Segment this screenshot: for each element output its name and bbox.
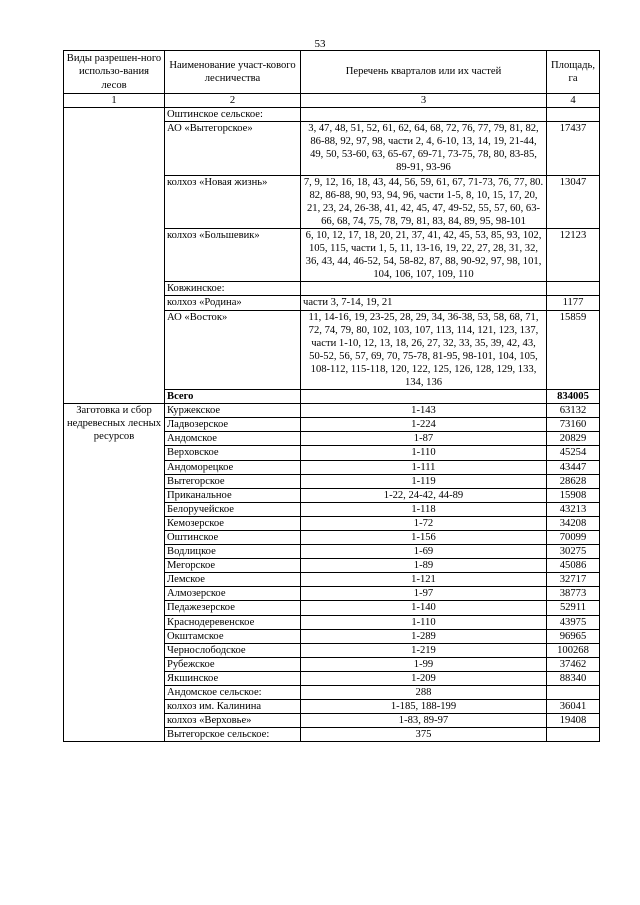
forestry-name-cell: Приканальное (165, 488, 301, 502)
area-cell: 15908 (547, 488, 600, 502)
quarters-cell: 7, 9, 12, 16, 18, 43, 44, 56, 59, 61, 67, 71-73, 76, 77, 80. 82, 86-88, 90, 93, 94, 96, части 1-5, 8, 10, 15, 17, 20, 21, 23, 24, 26-38, 41, 42, 45, 47, 49-52, 55, 57, 60, 63-66, 68, 74, 75, 78, 79, 81, 83, 84, 89, 95, 98-101 (301, 175, 547, 228)
quarters-cell: 1-121 (301, 573, 547, 587)
quarters-cell: 1-143 (301, 404, 547, 418)
area-cell: 13047 (547, 175, 600, 228)
quarters-cell: 11, 14-16, 19, 23-25, 28, 29, 34, 36-38, 53, 58, 68, 71, 72, 74, 79, 80, 102, 103, 107, 113, 114, 121, 123, 137, части 1-10, 12, 13, 18, 26, 27, 32, 33, 35, 39, 42, 43, 50-52, 56, 57, 69, 70, 75-78, 81-95, 98-101, 104, 105, 108-112, 115-118, 120, 122, 125, 126, 128, 129, 133, 134, 136 (301, 310, 547, 390)
area-cell: 1177 (547, 296, 600, 310)
area-cell: 38773 (547, 587, 600, 601)
quarters-cell: 1-119 (301, 474, 547, 488)
forestry-name-cell: Чернослободское (165, 643, 301, 657)
forestry-name-cell: АО «Вытегорское» (165, 122, 301, 175)
forestry-name-cell: Лемское (165, 573, 301, 587)
column-number: 1 (64, 94, 165, 108)
forestry-name-cell: Окштамское (165, 629, 301, 643)
total-area: 834005 (547, 390, 600, 404)
quarters-cell: 1-22, 24-42, 44-89 (301, 488, 547, 502)
quarters-cell: 1-209 (301, 671, 547, 685)
forestry-name-cell: Белоручейское (165, 502, 301, 516)
forestry-name-cell: колхоз «Родина» (165, 296, 301, 310)
forestry-name-cell: колхоз «Большевик» (165, 228, 301, 281)
quarters-cell: 1-110 (301, 446, 547, 460)
quarters-cell: 6, 10, 12, 17, 18, 20, 21, 37, 41, 42, 45, 53, 85, 93, 102, 105, 115, части 1, 5, 11, 13-16, 19, 22, 27, 28, 31, 32, 36, 43, 44, 46-52, 54, 58-82, 87, 88, 90-92, 97, 98, 101, 104, 106, 107, 109, 110 (301, 228, 547, 281)
table-row (64, 404, 600, 418)
forestry-name-cell: Андомское сельское: (165, 686, 301, 700)
area-cell (547, 728, 600, 742)
area-cell: 63132 (547, 404, 600, 418)
use-kind-cell (64, 108, 165, 404)
area-cell: 12123 (547, 228, 600, 281)
total-label: Всего (165, 390, 301, 404)
forestry-name-cell: колхоз «Верховье» (165, 714, 301, 728)
use-kind-cell: Заготовка и сбор недревесных лесных ресурсов (64, 404, 165, 742)
quarters-cell: 1-110 (301, 615, 547, 629)
quarters-cell: 1-118 (301, 502, 547, 516)
forestry-name-cell: Рубежское (165, 657, 301, 671)
quarters-cell: 1-289 (301, 629, 547, 643)
area-cell: 43447 (547, 460, 600, 474)
quarters-cell: 1-140 (301, 601, 547, 615)
header-area: Площадь, га (547, 51, 600, 94)
area-cell: 37462 (547, 657, 600, 671)
quarters-cell: 1-99 (301, 657, 547, 671)
area-cell: 19408 (547, 714, 600, 728)
quarters-cell: 288 (301, 686, 547, 700)
forestry-name-cell: АО «Восток» (165, 310, 301, 390)
quarters-cell (301, 108, 547, 122)
area-cell: 52911 (547, 601, 600, 615)
total-quarters (301, 390, 547, 404)
area-cell: 36041 (547, 700, 600, 714)
area-cell (547, 108, 600, 122)
area-cell: 28628 (547, 474, 600, 488)
quarters-cell: 1-89 (301, 559, 547, 573)
forestry-name-cell: Оштинское (165, 531, 301, 545)
quarters-cell: 1-185, 188-199 (301, 700, 547, 714)
area-cell: 43213 (547, 502, 600, 516)
quarters-cell: 1-69 (301, 545, 547, 559)
quarters-cell: 1-87 (301, 432, 547, 446)
quarters-cell: 3, 47, 48, 51, 52, 61, 62, 64, 68, 72, 76, 77, 79, 81, 82, 86-88, 92, 97, 98, части 2, 4, 6-10, 13, 14, 19, 21-44, 49, 50, 53-60, 63, 65-67, 69-71, 73-75, 78, 80, 83-85, 89-91, 93-96 (301, 122, 547, 175)
area-cell: 43975 (547, 615, 600, 629)
quarters-cell: 375 (301, 728, 547, 742)
area-cell: 100268 (547, 643, 600, 657)
area-cell: 34208 (547, 516, 600, 530)
column-number: 3 (301, 94, 547, 108)
column-number-row (64, 94, 600, 108)
quarters-cell: 1-72 (301, 516, 547, 530)
area-cell (547, 282, 600, 296)
area-cell: 70099 (547, 531, 600, 545)
forestry-name-cell: Ладвозерское (165, 418, 301, 432)
area-cell: 96965 (547, 629, 600, 643)
quarters-cell: 1-83, 89-97 (301, 714, 547, 728)
page-number: 53 (314, 38, 326, 50)
forestry-name-cell: колхоз «Новая жизнь» (165, 175, 301, 228)
area-cell (547, 686, 600, 700)
forestry-name-cell: Верховское (165, 446, 301, 460)
forestry-name-cell: Вытегорское сельское: (165, 728, 301, 742)
area-cell: 32717 (547, 573, 600, 587)
header-use-kind: Виды разрешен-ного использо-вания лесов (64, 51, 165, 94)
area-cell: 73160 (547, 418, 600, 432)
forestry-name-cell: Андоморецкое (165, 460, 301, 474)
area-cell: 17437 (547, 122, 600, 175)
forestry-name-cell: Андомское (165, 432, 301, 446)
forestry-name-cell: Мегорское (165, 559, 301, 573)
area-cell: 45086 (547, 559, 600, 573)
quarters-cell (301, 282, 547, 296)
column-number: 2 (165, 94, 301, 108)
forestry-name-cell: Вытегорское (165, 474, 301, 488)
column-number: 4 (547, 94, 600, 108)
forestry-name-cell: Ковжинское: (165, 282, 301, 296)
area-cell: 30275 (547, 545, 600, 559)
header-quarters-list: Перечень кварталов или их частей (301, 51, 547, 94)
forestry-name-cell: Кемозерское (165, 516, 301, 530)
quarters-cell: 1-111 (301, 460, 547, 474)
forest-quarters-table (63, 50, 600, 742)
forestry-name-cell: колхоз им. Калинина (165, 700, 301, 714)
forestry-name-cell: Краснодеревенское (165, 615, 301, 629)
forestry-name-cell: Куржекское (165, 404, 301, 418)
quarters-cell: 1-97 (301, 587, 547, 601)
forestry-name-cell: Оштинское сельское: (165, 108, 301, 122)
area-cell: 20829 (547, 432, 600, 446)
header-forestry-name: Наименование участ-кового лесничества (165, 51, 301, 94)
quarters-cell: 1-219 (301, 643, 547, 657)
forestry-name-cell: Водлицкое (165, 545, 301, 559)
forestry-name-cell: Алмозерское (165, 587, 301, 601)
area-cell: 88340 (547, 671, 600, 685)
area-cell: 45254 (547, 446, 600, 460)
quarters-cell: 1-156 (301, 531, 547, 545)
quarters-cell: 1-224 (301, 418, 547, 432)
table-row (64, 108, 600, 122)
area-cell: 15859 (547, 310, 600, 390)
forestry-name-cell: Педажезерское (165, 601, 301, 615)
quarters-cell: части 3, 7-14, 19, 21 (301, 296, 547, 310)
header-row (64, 51, 600, 94)
forestry-name-cell: Якшинское (165, 671, 301, 685)
